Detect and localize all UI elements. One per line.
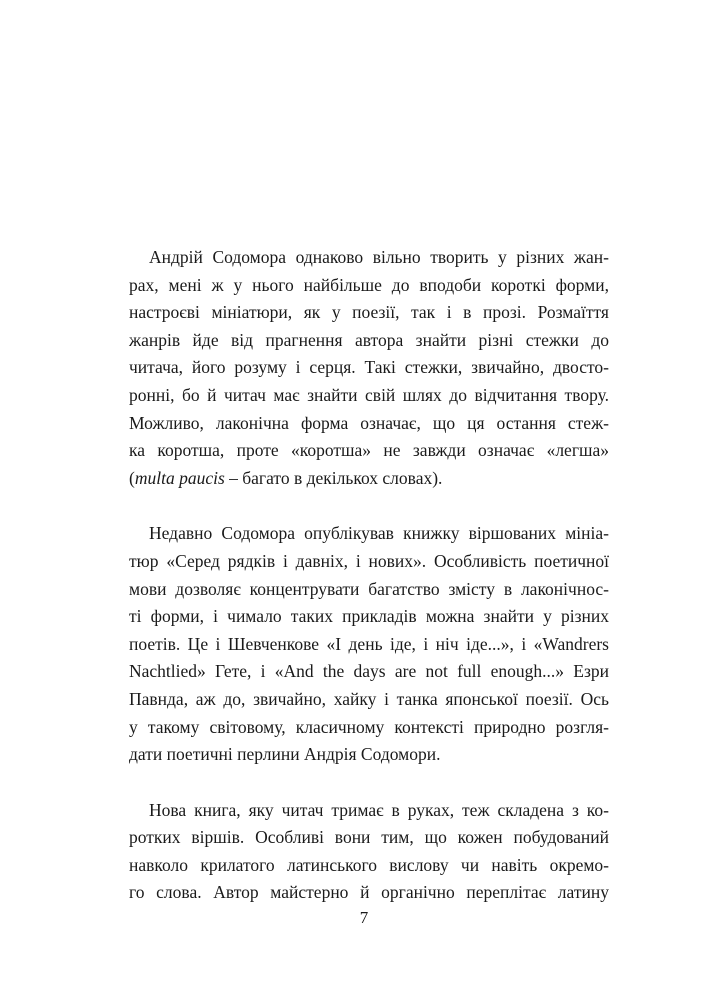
text-line: читача, його розуму і серця. Такі стежки, звичайно, двосто- xyxy=(129,357,609,378)
paragraph-2 xyxy=(129,520,609,768)
text-line: Nachtlied» Гете, і «And the days are not full enough...» Езри xyxy=(129,661,609,682)
text-line: рах, мені ж у нього найбільше до вподоби короткі форми, xyxy=(129,274,609,295)
text-line: поетів. Це і Шевченкове «І день іде, і ніч іде...», і «Wandrers xyxy=(129,633,609,654)
text-line: Павнда, аж до, звичайно, хайку і танка японської поезії. Ось xyxy=(129,688,609,709)
text-line: Недавно Содомора опублікував книжку віршованих мініа- xyxy=(149,523,609,544)
text-line: ронні, бо й читач має знайти свій шлях до відчитання твору. xyxy=(129,384,609,405)
text-line: ка коротша, проте «коротша» не завжди означає «легша» xyxy=(129,440,609,461)
text-fragment: – багато в декількох словах). xyxy=(224,467,443,488)
body-text xyxy=(129,244,609,907)
text-line: жанрів йде від прагнення автора знайти різні стежки до xyxy=(129,329,609,350)
text-line: ті форми, і чимало таких прикладів можна знайти у різних xyxy=(129,606,609,627)
text-line: навколо крилатого латинського вислову чи навіть окремо- xyxy=(129,854,609,875)
text-line: ротких віршів. Особливі вони тим, що кожен побудований xyxy=(129,827,609,848)
latin-phrase: multa paucis xyxy=(134,467,225,488)
text-line: Нова книга, яку читач тримає в руках, теж складена з ко- xyxy=(149,799,609,820)
text-line: Можливо, лаконічна форма означає, що ця остання стеж- xyxy=(129,412,609,433)
text-line: дати поетичні перлини Андрія Содомори. xyxy=(129,744,441,765)
text-line: го слова. Автор майстерно й органічно переплітає латину xyxy=(129,882,609,903)
text-line: Андрій Содомора однаково вільно творить у різних жан- xyxy=(149,247,609,267)
text-line: (multa paucis – багато в декількох словах). xyxy=(129,467,443,488)
text-line: у такому світовому, класичному контексті природно розгля- xyxy=(129,716,609,737)
text-line: тюр «Серед рядків і давніх, і нових». Особливість поетичної xyxy=(129,550,609,571)
text-line: мови дозволяє концентрувати багатство змісту в лаконічнос- xyxy=(129,578,609,599)
text-line: настроєві мініатюри, як у поезії, так і в прозі. Розмаїття xyxy=(129,302,609,323)
page-number: 7 xyxy=(359,908,369,927)
paragraph-3 xyxy=(129,797,609,907)
paragraph-1 xyxy=(129,244,609,492)
